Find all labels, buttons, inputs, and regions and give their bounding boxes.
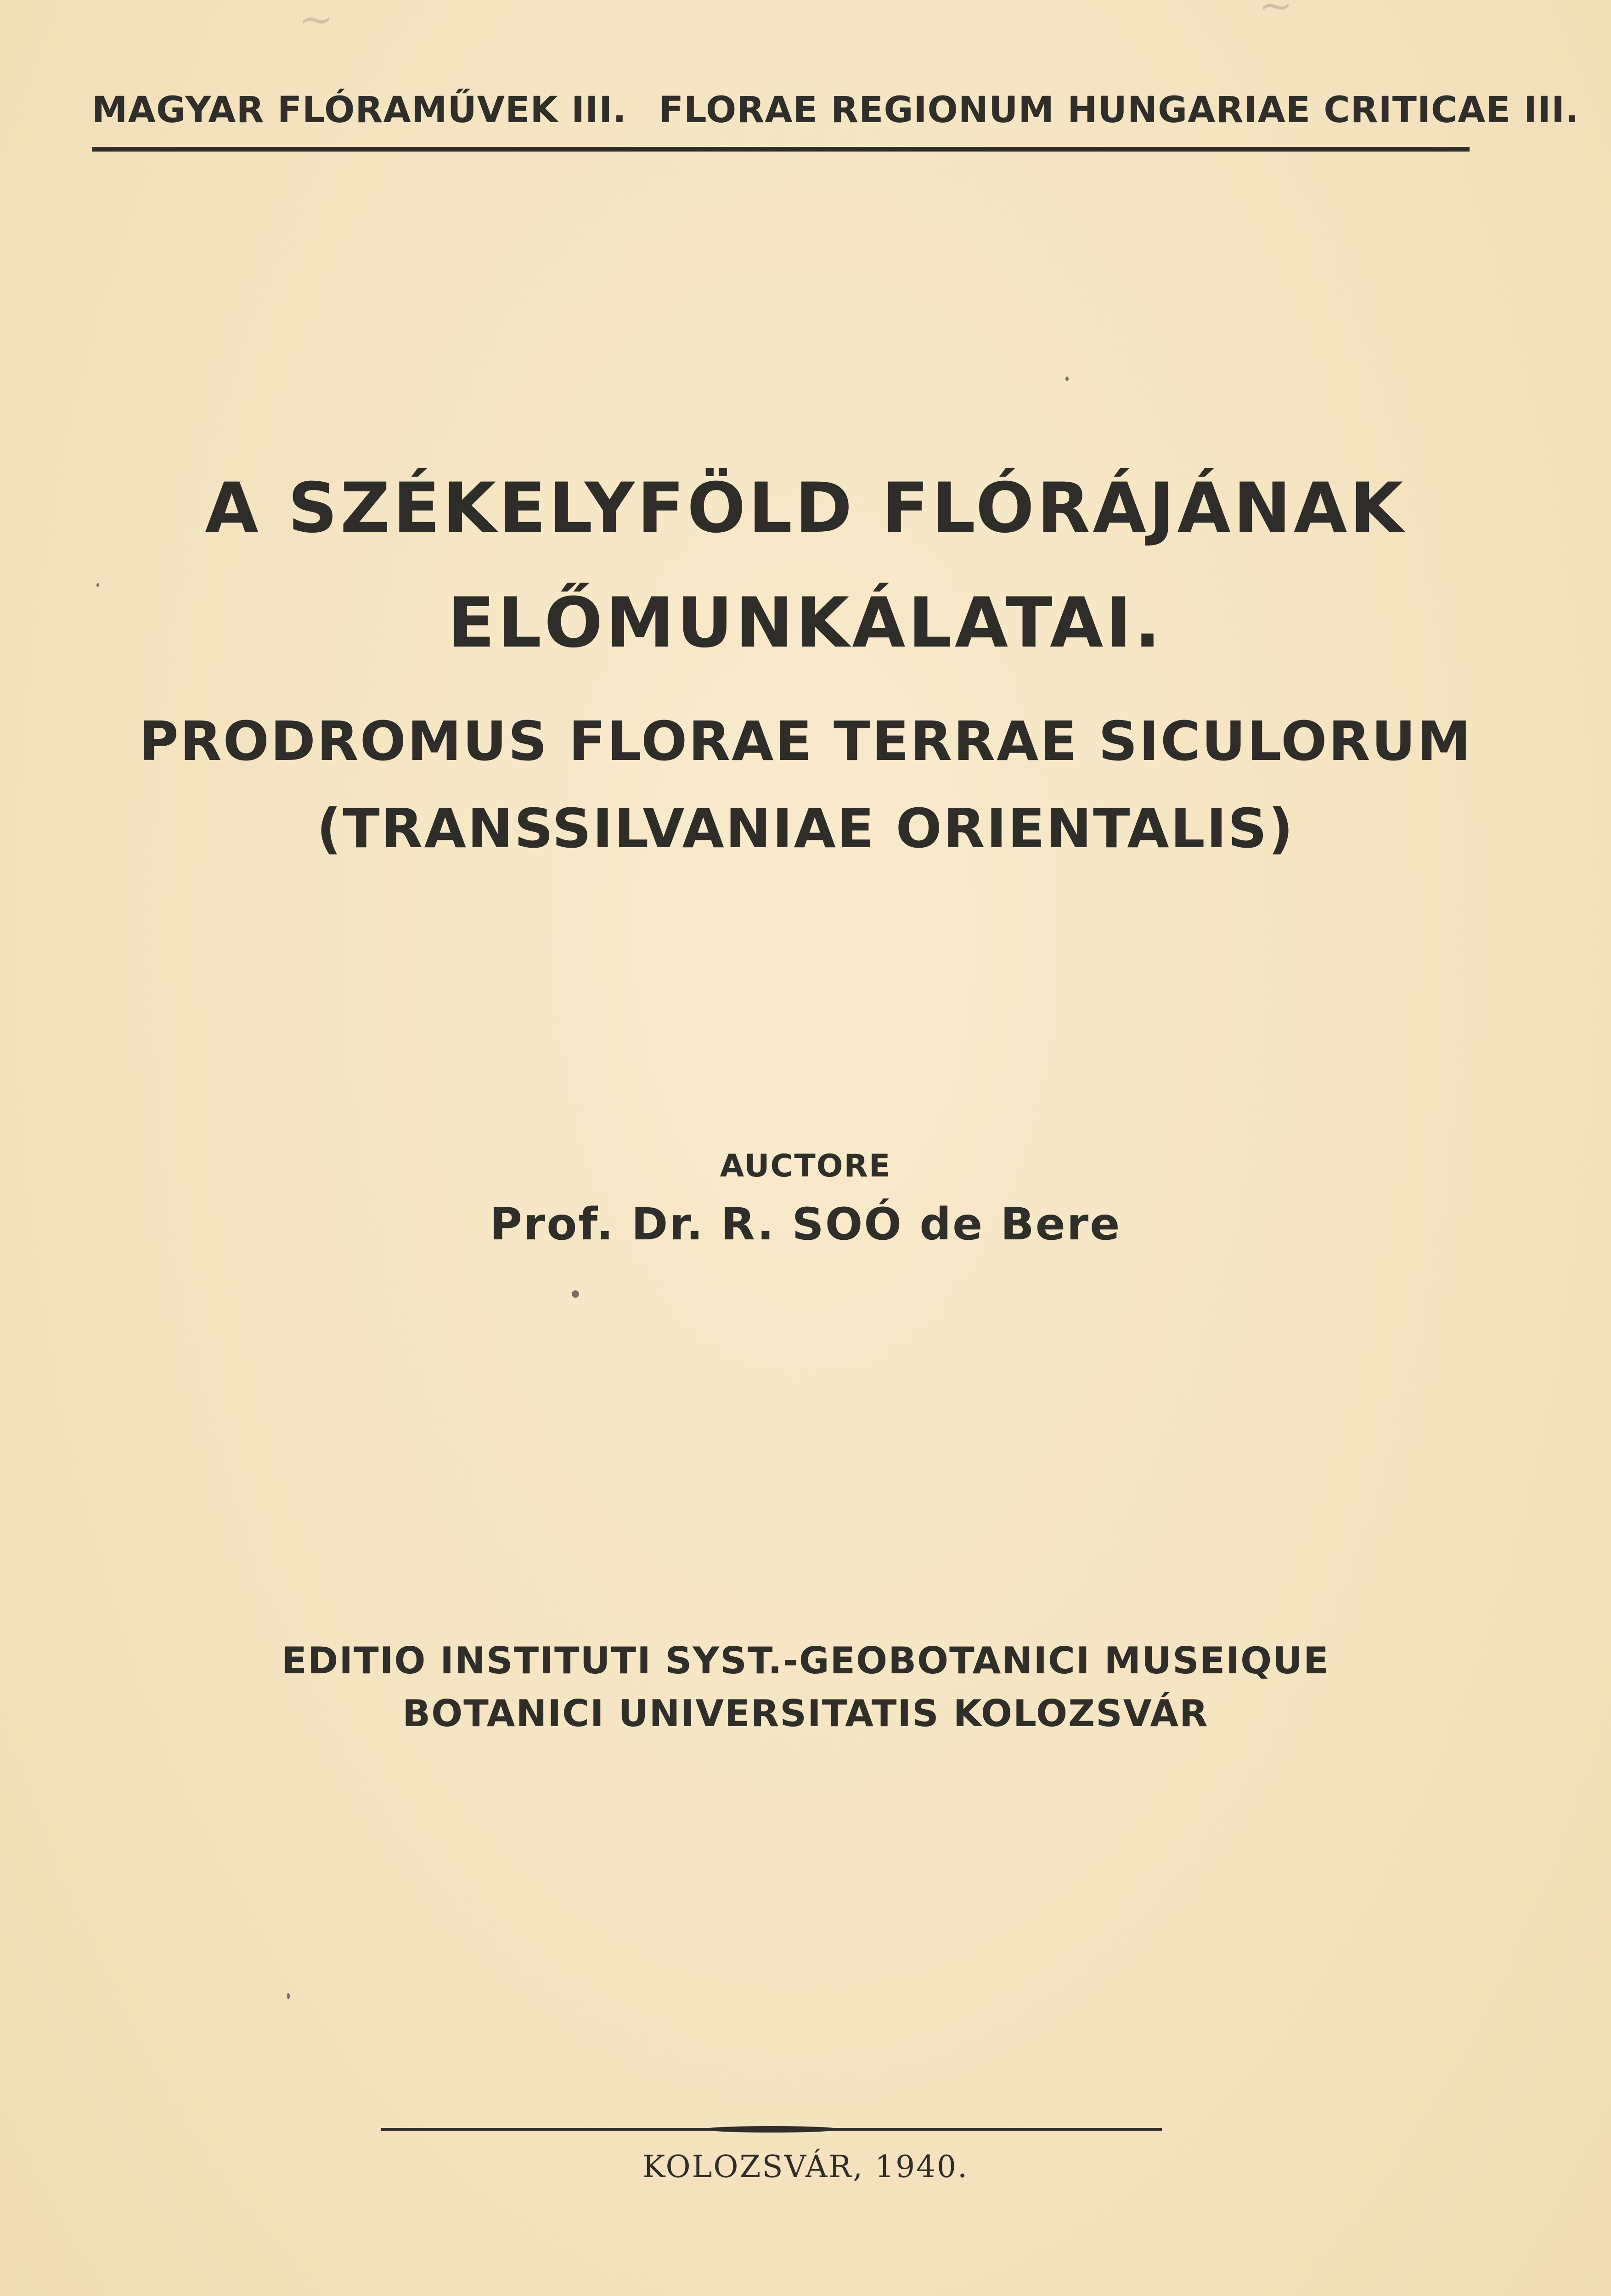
pencil-mark-right: ~	[1258, 0, 1293, 30]
paper-speck	[96, 583, 99, 587]
edition-line-1: EDITIO INSTITUTI SYST.-GEOBOTANICI MUSEIQUE	[282, 1639, 1329, 1682]
paper-speck	[572, 1290, 579, 1298]
header-rule	[92, 147, 1470, 152]
paper-speck	[1065, 377, 1069, 381]
author-label: AUCTORE	[720, 1148, 891, 1184]
latin-title-line-2: (TRANSSILVANIAE ORIENTALIS)	[316, 797, 1295, 860]
series-title-hungarian: MAGYAR FLÓRAMŰVEK III.	[92, 90, 627, 131]
main-title-line-1: A SZÉKELYFÖLD FLÓRÁJÁNAK	[205, 468, 1406, 548]
main-title-line-2: ELŐMUNKÁLATAI.	[447, 583, 1164, 663]
edition-line-2: BOTANICI UNIVERSITATIS KOLOZSVÁR	[402, 1692, 1209, 1735]
paper-speck	[287, 1993, 290, 1999]
latin-title-line-1: PRODROMUS FLORAE TERRAE SICULORUM	[139, 709, 1472, 773]
imprint: KOLOZSVÁR, 1940.	[642, 2149, 969, 2184]
author-name: Prof. Dr. R. SOÓ de Bere	[490, 1199, 1121, 1250]
series-header	[92, 90, 1579, 131]
series-title-latin: FLORAE REGIONUM HUNGARIAE CRITICAE III.	[659, 90, 1579, 131]
pencil-mark-left: ~	[299, 0, 333, 44]
bottom-rule-ornament	[703, 2126, 840, 2133]
